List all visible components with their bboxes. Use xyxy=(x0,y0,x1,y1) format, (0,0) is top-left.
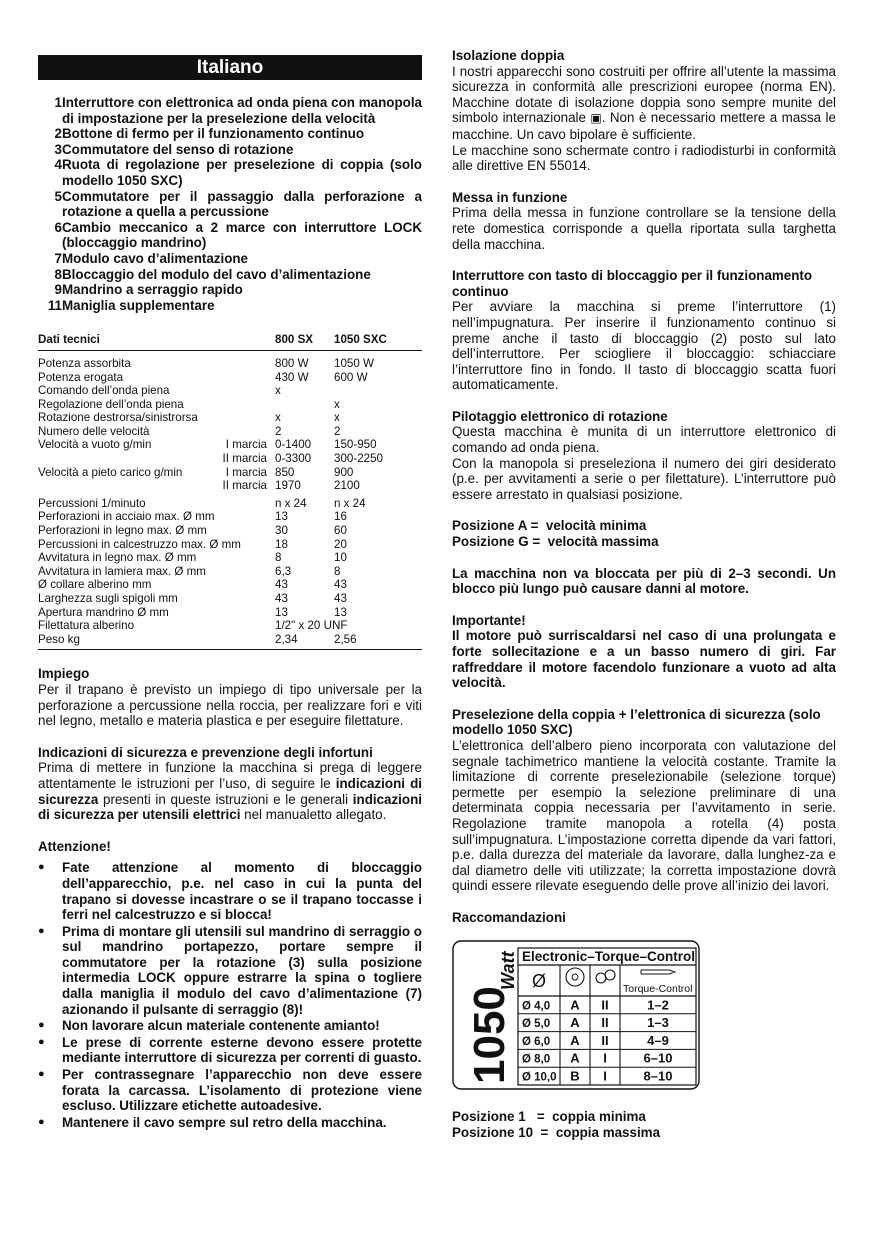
part-text: Maniglia supplementare xyxy=(62,297,215,313)
isolazione-text-1: I nostri apparecchi sono costruiti per offrire all’utente la massima sicurezza in conformità alle prescrizioni europee (norma EN). Macchine dotate di isolazione doppia sono sempre munite del simbolo internazionale xyxy=(452,63,836,126)
spec-value-1050: 43 xyxy=(334,592,347,605)
isolazione-text-3: Le macchine sono schermate contro i radiodisturbi in conformità alle direttive EN 55014. xyxy=(452,142,836,174)
spec-value-800 xyxy=(275,398,334,412)
spec-row xyxy=(38,538,422,552)
spec-row xyxy=(38,619,422,633)
spec-value-800: 43 xyxy=(275,578,288,592)
raccomandazioni-section xyxy=(452,910,836,926)
attention-item: ● Le prese di corrente esterne devono essere protette mediante interruttore di sicurezza per correnti di guasto. xyxy=(38,1035,422,1066)
chart-cell-d: Ø 8,0 xyxy=(522,1053,551,1066)
sicurezza-text xyxy=(38,760,422,822)
chart-cell-d: Ø 5,0 xyxy=(522,1017,551,1030)
spec-value-800: 13 xyxy=(275,510,288,524)
right-column xyxy=(452,48,836,1140)
spec-value-1050: 10 xyxy=(334,551,347,565)
spec-value-1050: 20 xyxy=(334,537,347,551)
chart-torque-header: Torque-Control xyxy=(623,982,693,995)
impiego-section xyxy=(38,666,422,728)
spec-value-1050: 2100 xyxy=(334,479,360,493)
chart-cell-s: A xyxy=(570,1032,580,1048)
chart-unit-label: Watt xyxy=(498,950,518,990)
specs-table xyxy=(38,333,422,650)
spec-label: Larghezza sugli spigoli mm xyxy=(38,592,178,605)
part-number: 11 xyxy=(47,297,62,313)
messa-title: Messa in funzione xyxy=(452,189,568,205)
coppia-section xyxy=(452,707,836,894)
attention-item: ● Prima di montare gli utensili sul mandrino di serraggio o sul mandrino portapezzo, portare sempre il commutatore per la rotazione (3) sulla posizione intermedia LOCK oppure estrarre la spina o togliere dalla maniglia il modulo del cavo d’alimentazione (7) azionando il pulsante di serraggio (8)! xyxy=(38,924,422,1018)
interruttore-text: Per avviare la macchina si preme l’interruttore (1) nell’impugnatura. Per inserire il funzionamento continuo si preme anche il tasto di bloccaggio (2) posto sul lato dell’interruttore. Per sciogliere il bloccaggio: schiacciare l’interruttore fino in fondo. Il tasto di bloccaggio scatta fuori automaticamente. xyxy=(452,299,836,393)
part-number: 8 xyxy=(54,266,62,282)
attention-item: ● Non lavorare alcun materiale contenente amianto! xyxy=(38,1018,422,1034)
spec-value-800: 0-1400 xyxy=(275,438,312,452)
importante-title: Importante! xyxy=(452,612,526,628)
spec-label: Potenza erogata xyxy=(38,370,124,384)
speed-position-max: Posizione G = velocità massima xyxy=(452,534,659,550)
spec-value-800: 1/2" x 20 UNF xyxy=(275,619,348,633)
specs-header-1050: 1050 SXC xyxy=(334,333,422,350)
spec-value-1050: n x 24 xyxy=(334,496,366,510)
attention-item: ● Per contrassegnare l’apparecchio non deve essere forata la carcassa. L’isolamento di protezione viene escluso. Utilizzare etichette autoadesive. xyxy=(38,1067,422,1114)
spec-value-1050: 60 xyxy=(334,524,347,538)
raccomandazioni-title: Raccomandazioni xyxy=(452,909,566,925)
part-item xyxy=(38,95,422,126)
attention-item: ● Mantenere il cavo sempre sul retro della macchina. xyxy=(38,1115,422,1131)
blocco-text: La macchina non va bloccata per più di 2–3 secondi. Un blocco più lungo può causare danni al motore. xyxy=(452,565,836,597)
chart-cell-s: A xyxy=(570,996,580,1012)
isolazione-text-2: . Non è necessario mettere a massa le macchine. Un cavo bipolare è sufficiente. xyxy=(452,110,836,142)
spec-value-1050: 300-2250 xyxy=(334,452,383,466)
spec-value-800: 6,3 xyxy=(275,564,292,578)
spec-value-1050 xyxy=(334,384,422,398)
attenzione-title: Attenzione! xyxy=(38,838,111,854)
chart-model-label: 1050 xyxy=(465,985,514,1084)
chart-cell-tc: 8–10 xyxy=(643,1068,673,1083)
speed-position-min: Posizione A = velocità minima xyxy=(452,518,647,534)
spec-value-800: 800 W xyxy=(275,356,309,370)
chart-cell-g: II xyxy=(601,1032,609,1048)
spec-value-800: 43 xyxy=(275,592,288,605)
language-banner: Italiano xyxy=(38,55,422,80)
part-text: Cambio meccanico a 2 marce con interruttore LOCK (bloccaggio mandrino) xyxy=(62,219,422,251)
part-text: Interruttore con elettronica ad onda piena con manopola di impostazione per la preselezione della velocità xyxy=(62,95,422,126)
sicurezza-bold-1: indicazioni di sicurezza xyxy=(38,775,422,807)
part-number: 3 xyxy=(54,141,62,157)
chart-cell-s: A xyxy=(570,1050,580,1066)
interruttore-title: Interruttore con tasto di bloccaggio per il funzionamento continuo xyxy=(452,268,813,299)
spec-value-1050: 900 xyxy=(334,465,354,479)
spec-value-1050: 150-950 xyxy=(334,438,377,452)
spec-label: Peso kg xyxy=(38,632,80,646)
part-item xyxy=(38,157,422,188)
spec-label: Avvitatura in legno max. Ø mm xyxy=(38,551,197,565)
spec-value-800: x xyxy=(275,411,281,425)
importante-section xyxy=(452,613,836,691)
spec-value-800: 0-3300 xyxy=(275,452,312,466)
chart-title: Electronic–Torque–Control xyxy=(522,948,696,964)
part-number: 9 xyxy=(54,282,62,298)
part-number: 6 xyxy=(54,219,62,235)
spec-value-800: 2 xyxy=(275,424,282,438)
double-insulation-icon: ▣ xyxy=(590,111,602,126)
messa-section xyxy=(452,190,836,252)
spec-label: Filettatura alberino xyxy=(38,619,135,633)
spec-value-800: 850 xyxy=(275,465,295,479)
part-item xyxy=(38,142,422,158)
specs-header-800: 800 SX xyxy=(275,333,334,350)
pilotaggio-title: Pilotaggio elettronico di rotazione xyxy=(452,408,668,424)
spec-value-800: 430 W xyxy=(275,370,309,384)
spec-value-1050: 2 xyxy=(334,424,341,438)
chart-cell-d: Ø 10,0 xyxy=(522,1071,557,1083)
part-item xyxy=(38,282,422,298)
parts-list xyxy=(38,95,422,313)
chart-cell-tc: 1–2 xyxy=(647,996,669,1012)
spec-value-800: 1970 xyxy=(275,479,301,493)
isolazione-text xyxy=(452,64,836,143)
spec-row xyxy=(38,438,422,452)
isolazione-section xyxy=(452,48,836,174)
sicurezza-text-2: presenti in queste istruzioni e le generali xyxy=(98,791,353,807)
spec-row xyxy=(38,411,422,425)
spec-value-800: 18 xyxy=(275,537,288,551)
spec-row xyxy=(38,497,422,511)
spec-value-1050: 43 xyxy=(334,578,347,592)
chart-diameter-header: Ø xyxy=(532,970,547,991)
part-text: Ruota di regolazione per preselezione di coppia (solo modello 1050 SXC) xyxy=(62,157,422,188)
part-text: Bloccaggio del modulo del cavo d’alimentazione xyxy=(62,266,371,282)
part-text: Modulo cavo d’alimentazione xyxy=(62,250,249,266)
spec-row xyxy=(38,479,422,493)
attenzione-list xyxy=(38,860,422,1130)
part-item xyxy=(38,298,422,314)
spec-value-800: n x 24 xyxy=(275,496,307,510)
spec-label: Apertura mandrino Ø mm xyxy=(38,605,169,619)
chart-cell-d: Ø 6,0 xyxy=(522,1035,551,1048)
pilotaggio-section xyxy=(452,409,836,503)
chart-cell-tc: 1–3 xyxy=(647,1014,669,1030)
spec-value-1050: 1050 W xyxy=(334,356,374,370)
interruttore-section xyxy=(452,268,836,393)
part-text: Commutatore del senso di rotazione xyxy=(62,141,294,157)
spec-value-1050: x xyxy=(334,397,340,411)
spec-row xyxy=(38,466,422,480)
spec-value-1050: 2,56 xyxy=(334,633,422,650)
torque-position-min: Posizione 1 = coppia minima xyxy=(452,1109,646,1125)
spec-label: Potenza assorbita xyxy=(38,356,131,370)
part-number: 2 xyxy=(54,126,62,142)
chart-cell-tc: 4–9 xyxy=(647,1032,669,1048)
spec-label: Velocità a pieto carico g/min xyxy=(38,465,183,479)
torque-position-max: Posizione 10 = coppia massima xyxy=(452,1124,661,1140)
spec-row xyxy=(38,565,422,579)
torque-control-chart xyxy=(452,940,700,1090)
part-item xyxy=(38,189,422,220)
pilotaggio-text-1: Questa macchina è munita di un interruttore elettronico di comando ad onda piena. xyxy=(452,424,836,456)
spec-row xyxy=(38,578,422,592)
spec-row xyxy=(38,452,422,466)
chart-cell-g: I xyxy=(603,1050,607,1066)
spec-label: Perforazioni in acciaio max. Ø mm xyxy=(38,510,215,524)
spec-value-800: 13 xyxy=(275,605,288,619)
spec-row xyxy=(38,606,422,620)
coppia-text: L’elettronica dell’albero pieno incorporata con valutazione del segnale tachimetrico mantiene la velocità costante. Tramite la limitazione di corrente preselezionabile (selezione torque) permette per esempio la selezione preliminare di una determinata coppia necessaria per l’avvitamento in serie. Regolazione tramite manopola a rotella (4) posta sull’impugnatura. L’impostazione corretta dipende da vari fattori, p.e. dalla durezza del materiale da lavorare, dalla lunghez-za e dal diametro delle viti utilizzate; la corretta impostazione dovrà quindi essere rilevate eseguendo delle prove all’inizio dei lavori. xyxy=(452,737,836,894)
spec-row xyxy=(38,357,422,371)
specs-header-label: Dati tecnici xyxy=(38,333,275,350)
impiego-text: Per il trapano è previsto un impiego di tipo universale per la perforazione a percussione nella roccia, per realizzare fori e viti nel legno, metallo e materia plastica e per eseguire filettature. xyxy=(38,681,422,729)
part-item xyxy=(38,220,422,251)
left-column xyxy=(38,48,422,1131)
sicurezza-text-1: Prima di mettere in funzione la macchina si prega di leggere attentamente le istruzioni per l’uso, di seguire le xyxy=(38,760,422,791)
spec-label: Rotazione destrorsa/sinistrorsa xyxy=(38,411,198,425)
spec-row xyxy=(38,524,422,538)
spec-gear: I marcia xyxy=(225,465,267,479)
spec-row xyxy=(38,633,422,650)
spec-label: Numero delle velocità xyxy=(38,424,150,438)
importante-text: Il motore può surriscaldarsi nel caso di una prolungata e forte sollecitazione e a un basso numero di giri. Far raffreddare il motore facendolo funzionare a vuoto ad alta velocità. xyxy=(452,628,836,691)
spec-value-1050: 8 xyxy=(334,564,341,578)
spec-value-1050: 600 W xyxy=(334,370,368,384)
part-text: Bottone di fermo per il funzionamento continuo xyxy=(62,126,365,142)
isolazione-title: Isolazione doppia xyxy=(452,48,565,63)
part-item xyxy=(38,251,422,267)
chart-cell-g: II xyxy=(601,1014,609,1030)
chart-cell-g: I xyxy=(603,1068,607,1083)
spec-label: Velocità a vuoto g/min xyxy=(38,438,152,452)
sicurezza-text-3: nel manualetto allegato. xyxy=(240,807,387,823)
spec-gear: II marcia xyxy=(222,479,267,493)
spec-label: Comando dell’onda piena xyxy=(38,384,170,398)
coppia-title: Preselezione della coppia + l’elettronica di sicurezza (solo modello 1050 SXC) xyxy=(452,706,821,738)
chart-cell-s: B xyxy=(570,1068,580,1083)
part-number: 7 xyxy=(54,250,62,266)
spec-value-1050: 13 xyxy=(334,605,347,619)
spec-label: Percussioni in calcestruzzo max. Ø mm xyxy=(38,537,241,551)
sicurezza-section xyxy=(38,745,422,823)
messa-text: Prima della messa in funzione controllare se la tensione della rete domestica corrisponde a quella riportata sulla targhetta della macchina. xyxy=(452,205,836,252)
spec-row xyxy=(38,425,422,439)
torque-positions xyxy=(452,1109,836,1140)
part-text: Mandrino a serraggio rapido xyxy=(62,282,243,298)
blocco-section xyxy=(452,566,836,597)
attention-item: ● Fate attenzione al momento di bloccaggio dell’apparecchio, p.e. nel caso in cui la punta del trapano si dovesse incastrare o se il trapano toccasse i ferri nel calcestruzzo e si blocca! xyxy=(38,860,422,922)
part-number: 1 xyxy=(54,95,62,110)
spec-gear: I marcia xyxy=(225,438,267,452)
chart-cell-g: II xyxy=(601,996,609,1012)
impiego-title: Impiego xyxy=(38,666,90,682)
spec-label: Regolazione dell’onda piena xyxy=(38,397,184,411)
spec-value-1050: x xyxy=(334,411,340,425)
spec-row xyxy=(38,398,422,412)
spec-row xyxy=(38,371,422,385)
speed-positions xyxy=(452,518,836,549)
spec-label: Percussioni 1/minuto xyxy=(38,496,146,510)
part-number: 4 xyxy=(54,157,62,173)
part-number: 5 xyxy=(54,188,62,204)
spec-row xyxy=(38,384,422,398)
spec-label: Ø collare alberino mm xyxy=(38,578,152,592)
spec-label: Perforazioni in legno max. Ø mm xyxy=(38,524,207,538)
part-item xyxy=(38,126,422,142)
spec-row xyxy=(38,592,422,606)
chart-cell-tc: 6–10 xyxy=(643,1050,673,1066)
spec-gear: II marcia xyxy=(222,452,267,466)
spec-row xyxy=(38,510,422,524)
part-item xyxy=(38,267,422,283)
sicurezza-title: Indicazioni di sicurezza e prevenzione degli infortuni xyxy=(38,744,373,760)
spec-value-800: 8 xyxy=(275,551,282,565)
part-text: Commutatore per il passaggio dalla perforazione a rotazione a quella a percussione xyxy=(62,188,422,220)
spec-row xyxy=(38,551,422,565)
spec-value-800: 30 xyxy=(275,524,288,538)
attenzione-section xyxy=(38,839,422,1131)
spec-value-800: x xyxy=(275,384,281,398)
spec-label: Avvitatura in lamiera max. Ø mm xyxy=(38,564,206,578)
spec-value-1050: 16 xyxy=(334,510,347,524)
pilotaggio-text-2: Con la manopola si preseleziona il numero dei giri desiderato (p.e. per avvitamenti a serie o per filettature). L’interruttore può essere arrestato in qualsiasi posizione. xyxy=(452,455,836,502)
chart-cell-d: Ø 4,0 xyxy=(522,999,551,1012)
spec-value-800: 2,34 xyxy=(275,633,334,650)
sicurezza-bold-2: indicazioni di sicurezza per utensili elettrici xyxy=(38,791,422,823)
chart-cell-s: A xyxy=(570,1014,580,1030)
